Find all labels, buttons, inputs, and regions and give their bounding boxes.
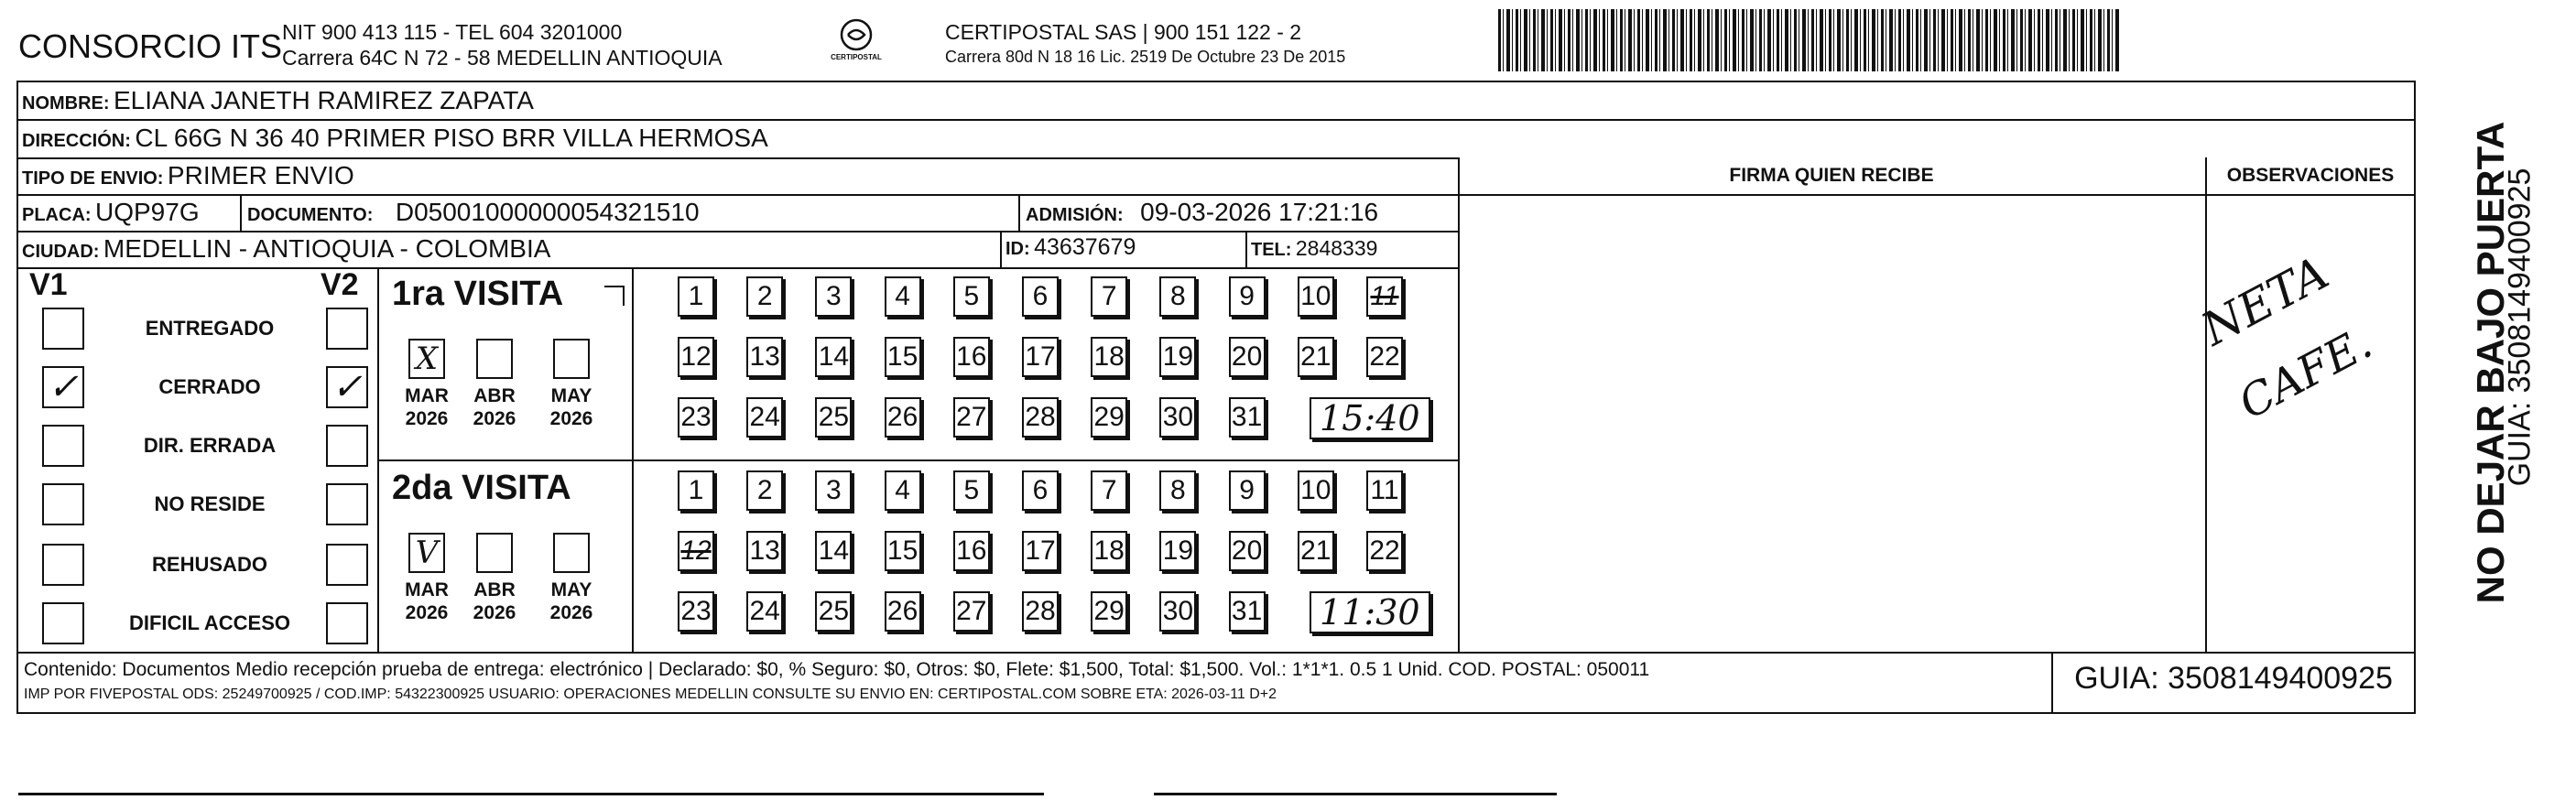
day-box[interactable]: 13 [746, 531, 783, 571]
day-box[interactable]: 29 [1091, 397, 1127, 438]
day-box[interactable]: 1 [678, 470, 714, 511]
status-v2-checkbox[interactable] [326, 366, 368, 408]
status-v1-checkbox[interactable] [42, 602, 84, 644]
day-box[interactable]: 25 [815, 397, 852, 438]
status-v1-checkbox[interactable] [42, 308, 84, 350]
visit1-corner [604, 286, 625, 306]
day-box[interactable]: 13 [746, 337, 783, 377]
tipo-row [22, 161, 354, 190]
admision-label: ADMISIÓN: [1026, 205, 1124, 225]
month-year: 2026 [473, 408, 516, 429]
month-label [467, 578, 522, 624]
month-checkbox[interactable] [476, 533, 513, 573]
status-label: REHUSADO [152, 553, 267, 576]
day-box[interactable]: 26 [885, 591, 921, 632]
day-box[interactable]: 15 [885, 531, 921, 571]
signature-area[interactable] [1460, 196, 2203, 650]
tel-value: 2848339 [1295, 236, 1378, 260]
side-no-dejar: NO DEJAR BAJO PUERTA [2469, 121, 2512, 604]
day-box[interactable]: 31 [1229, 397, 1266, 438]
month-year: 2026 [549, 602, 593, 623]
day-box[interactable]: 12 [678, 531, 714, 571]
day-box[interactable]: 25 [815, 591, 852, 632]
month-label [467, 384, 522, 430]
direccion-value: CL 66G N 36 40 PRIMER PISO BRR VILLA HERMOSA [135, 124, 768, 152]
status-v1-checkbox[interactable] [42, 483, 84, 525]
month-label [544, 384, 599, 430]
id-label: ID: [1005, 239, 1030, 259]
footer-imp: IMP POR FIVEPOSTAL ODS: 25249700925 / COD.IMP: 54322300925 USUARIO: OPERACIONES MEDELLIN CONSULTE SU ENVIO EN: CERTIPOSTAL.COM SOBRE ETA: 2026-03-11 D+2 [24, 686, 1277, 702]
logo-text: CERTIPOSTAL [831, 53, 882, 61]
day-box[interactable]: 29 [1091, 591, 1127, 632]
status-v1-checkbox[interactable] [42, 366, 84, 408]
day-box[interactable]: 31 [1229, 591, 1266, 632]
month-year: 2026 [473, 602, 516, 623]
footer-guia: GUIA: 3508149400925 [2074, 661, 2393, 696]
footer-contenido: Contenido: Documentos Medio recepción prueba de entrega: electrónico | Declarado: $0, % Seguro: $0, Otros: $0, Flete: $1,500, Total: $1,500. Vol.: 1*1*1. 0.5 1 Unid. COD. POSTAL: 050011 [24, 659, 1650, 680]
month-name: ABR [473, 385, 516, 406]
status-label: DIR. ERRADA [143, 434, 277, 457]
day-box[interactable]: 24 [746, 397, 783, 438]
day-box[interactable]: 4 [885, 276, 921, 317]
day-box[interactable]: 23 [678, 397, 714, 438]
month-checkbox[interactable] [553, 339, 590, 379]
day-box[interactable]: 10 [1298, 470, 1334, 511]
day-box[interactable]: 11 [1366, 470, 1403, 511]
day-box[interactable]: 21 [1298, 337, 1334, 377]
day-box[interactable]: 21 [1298, 531, 1334, 571]
admision-value: 09-03-2026 17:21:16 [1140, 198, 1379, 226]
status-v2-checkbox[interactable] [326, 308, 368, 350]
day-box[interactable]: 14 [815, 531, 852, 571]
placa-label: PLACA: [22, 205, 92, 225]
day-box[interactable]: 22 [1366, 531, 1403, 571]
side-guia: GUIA: 3508149400925 [2502, 168, 2538, 487]
status-v2-checkbox[interactable] [326, 602, 368, 644]
month-checkbox[interactable] [408, 339, 445, 379]
month-name: MAY [550, 385, 592, 406]
day-box[interactable]: 3 [815, 470, 852, 511]
month-label [399, 384, 454, 430]
month-year: 2026 [405, 408, 449, 429]
day-box[interactable]: 20 [1229, 337, 1266, 377]
month-mark: X [415, 341, 439, 377]
certipostal-logo [815, 16, 897, 67]
documento-label: DOCUMENTO: [247, 205, 374, 225]
day-box[interactable]: 26 [885, 397, 921, 438]
visit2-title: 2da VISITA [392, 469, 571, 507]
day-box[interactable]: 18 [1091, 337, 1127, 377]
documento-field [247, 198, 700, 227]
day-box[interactable]: 24 [746, 591, 783, 632]
day-box[interactable]: 30 [1159, 397, 1196, 438]
day-box[interactable]: 4 [885, 470, 921, 511]
visit-time-box[interactable]: 15:40 [1310, 397, 1430, 439]
day-box[interactable]: 7 [1091, 276, 1127, 317]
day-box[interactable]: 8 [1159, 276, 1196, 317]
day-box[interactable]: 2 [746, 470, 783, 511]
firma-header: FIRMA QUIEN RECIBE [1729, 165, 1934, 186]
direccion-label: DIRECCIÓN: [22, 131, 131, 151]
day-box[interactable]: 10 [1298, 276, 1334, 317]
day-box[interactable]: 14 [815, 337, 852, 377]
day-box[interactable]: 23 [678, 591, 714, 632]
day-box[interactable]: 1 [678, 276, 714, 317]
status-label: DIFICIL ACCESO [128, 611, 290, 634]
day-box[interactable]: 6 [1022, 276, 1059, 317]
day-box[interactable]: 15 [885, 337, 921, 377]
day-box[interactable]: 17 [1022, 531, 1059, 571]
nombre-row [22, 86, 534, 115]
day-box[interactable]: 27 [953, 397, 990, 438]
side-warning [2427, 110, 2555, 622]
month-name: MAR [405, 579, 449, 600]
day-box[interactable]: 17 [1022, 337, 1059, 377]
day-box[interactable]: 16 [953, 531, 990, 571]
placa-value: UQP97G [95, 198, 200, 226]
day-box[interactable]: 16 [953, 337, 990, 377]
status-label: ENTREGADO [145, 317, 275, 340]
day-box[interactable]: 7 [1091, 470, 1127, 511]
company-name: CONSORCIO ITS [18, 27, 283, 65]
day-box[interactable]: 5 [953, 470, 990, 511]
day-box[interactable]: 9 [1229, 470, 1266, 511]
tipo-label: TIPO DE ENVIO: [22, 168, 164, 189]
month-name: ABR [473, 579, 516, 600]
nombre-label: NOMBRE: [22, 93, 110, 114]
month-checkbox[interactable] [553, 533, 590, 573]
company-address: Carrera 64C N 72 - 58 MEDELLIN ANTIOQUIA [282, 46, 723, 70]
day-box[interactable]: 30 [1159, 591, 1196, 632]
status-v1-checkbox[interactable] [42, 425, 84, 467]
day-box[interactable]: 20 [1229, 531, 1266, 571]
status-label: NO RESIDE [154, 492, 266, 515]
ciudad-label: CIUDAD: [22, 242, 100, 262]
company-nit: NIT 900 413 115 - TEL 604 3201000 [282, 20, 623, 44]
day-box[interactable]: 3 [815, 276, 852, 317]
status-v2-checkbox[interactable] [326, 483, 368, 525]
month-checkbox[interactable] [476, 339, 513, 379]
day-box[interactable]: 8 [1159, 470, 1196, 511]
ciudad-value: MEDELLIN - ANTIOQUIA - COLOMBIA [103, 234, 551, 263]
day-box[interactable]: 11 [1366, 276, 1403, 317]
visit1-title: 1ra VISITA [392, 275, 564, 313]
month-year: 2026 [405, 602, 449, 623]
tel-label: TEL: [1251, 240, 1292, 260]
carrier-name: CERTIPOSTAL SAS | 900 151 122 - 2 [945, 20, 1302, 44]
day-box[interactable]: 28 [1022, 591, 1059, 632]
observation-note-1: NETA [2192, 245, 2337, 357]
day-box[interactable]: 28 [1022, 397, 1059, 438]
status-v2-checkbox[interactable] [326, 544, 368, 586]
day-box[interactable]: 27 [953, 591, 990, 632]
id-field [1005, 234, 1136, 261]
day-box[interactable]: 2 [746, 276, 783, 317]
day-box[interactable]: 19 [1159, 531, 1196, 571]
month-label [399, 578, 454, 624]
barcode [1498, 9, 2121, 71]
day-box[interactable]: 6 [1022, 470, 1059, 511]
nombre-value: ELIANA JANETH RAMIREZ ZAPATA [114, 86, 534, 114]
day-box[interactable]: 5 [953, 276, 990, 317]
observaciones-header: OBSERVACIONES [2226, 165, 2395, 186]
status-label: CERRADO [158, 375, 261, 398]
tipo-value: PRIMER ENVIO [167, 161, 354, 189]
status-v1-checkbox[interactable] [42, 544, 84, 586]
day-box[interactable]: 22 [1366, 337, 1403, 377]
admision-field [1026, 198, 1378, 227]
month-checkbox[interactable] [408, 533, 445, 573]
check-mark: ✓ [332, 366, 363, 408]
check-mark: ✓ [48, 366, 79, 408]
direccion-row [22, 124, 768, 153]
month-year: 2026 [549, 408, 593, 429]
day-box[interactable]: 12 [678, 337, 714, 377]
status-v2-checkbox[interactable] [326, 425, 368, 467]
month-label [544, 578, 599, 624]
day-box[interactable]: 18 [1091, 531, 1127, 571]
month-name: MAY [550, 579, 592, 600]
day-box[interactable]: 9 [1229, 276, 1266, 317]
placa-field [22, 198, 200, 227]
month-mark: V [415, 535, 439, 571]
tel-field [1251, 236, 1377, 261]
documento-value: D05001000000054321510 [395, 198, 700, 226]
month-name: MAR [405, 385, 449, 406]
carrier-address: Carrera 80d N 18 16 Lic. 2519 De Octubre 23 De 2015 [945, 48, 1346, 66]
day-box[interactable]: 19 [1159, 337, 1196, 377]
ciudad-field [22, 234, 550, 264]
v1-header: V1 [29, 267, 68, 302]
visit-time-box[interactable]: 11:30 [1310, 591, 1430, 633]
id-value: 43637679 [1034, 234, 1136, 260]
observation-note-2: CAFE. [2230, 317, 2381, 430]
v2-header: V2 [321, 267, 359, 302]
